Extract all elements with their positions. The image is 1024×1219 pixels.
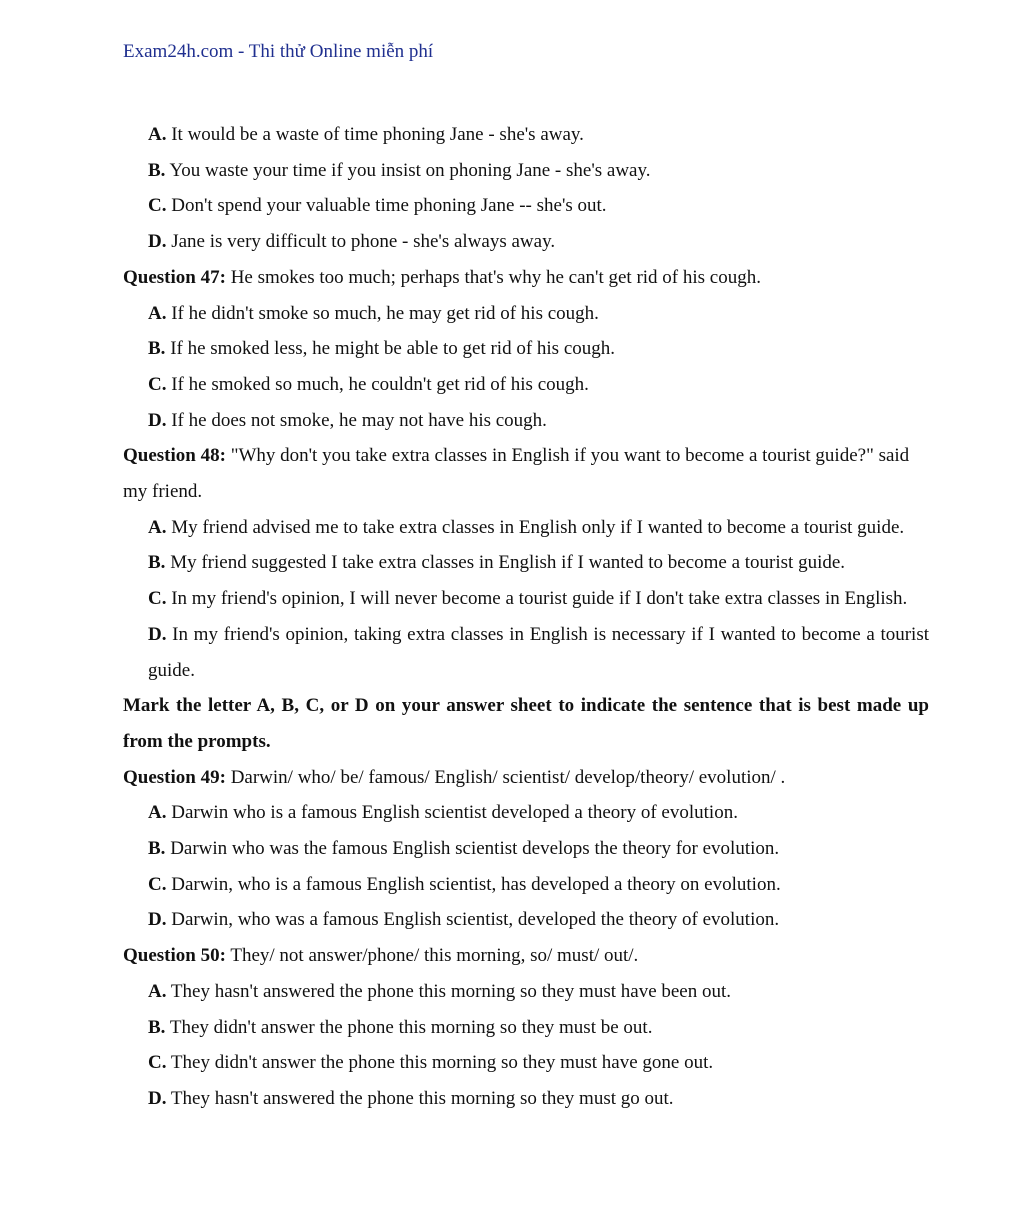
option-text: In my friend's opinion, I will never become a tourist guide if I don't take extra classes in English. <box>171 588 908 610</box>
option-text: Darwin, who is a famous English scientist, has developed a theory on evolution. <box>171 873 781 895</box>
option-letter: D. <box>148 1087 167 1109</box>
question-label: Question 47: <box>123 266 226 288</box>
option-q50-b <box>123 1010 929 1046</box>
site-header: Exam24h.com - Thi thử Online miễn phí <box>123 41 434 62</box>
option-q47-c <box>123 367 929 403</box>
option-text: Jane is very difficult to phone - she's always away. <box>171 231 556 253</box>
option-text: They hasn't answered the phone this morning so they must have been out. <box>170 980 732 1002</box>
option-letter: C. <box>148 373 167 395</box>
option-text: You waste your time if you insist on phoning Jane - she's away. <box>169 159 651 181</box>
option-text: They didn't answer the phone this morning so they must have gone out. <box>170 1052 714 1074</box>
option-letter: C. <box>148 195 167 217</box>
option-q49-b <box>123 831 929 867</box>
option-letter: C. <box>148 873 167 895</box>
option-letter: D. <box>148 409 167 431</box>
option-text: It would be a waste of time phoning Jane - she's away. <box>171 124 584 145</box>
question-48 <box>123 438 929 509</box>
question-text: Darwin/ who/ be/ famous/ English/ scientist/ develop/theory/ evolution/ . <box>230 766 786 788</box>
option-q50-a <box>123 974 929 1010</box>
option-q46-d <box>123 224 929 260</box>
option-letter: A. <box>148 516 167 538</box>
option-q46-b <box>123 153 929 189</box>
option-letter: B. <box>148 1016 166 1038</box>
question-49 <box>123 760 929 796</box>
option-q49-c <box>123 867 929 903</box>
option-letter: A. <box>148 802 167 824</box>
question-label: Question 50: <box>123 945 226 967</box>
section-instruction: Mark the letter A, B, C, or D on your answer sheet to indicate the sentence that is best made up from the prompts. <box>123 695 929 752</box>
option-text: Darwin who was the famous English scientist develops the theory for evolution. <box>170 838 780 860</box>
question-50 <box>123 938 929 974</box>
option-letter: A. <box>148 124 167 145</box>
option-letter: A. <box>148 980 167 1002</box>
option-q49-d <box>123 902 929 938</box>
option-letter: B. <box>148 338 166 360</box>
option-q47-a <box>123 296 929 332</box>
question-47 <box>123 260 929 296</box>
option-text: Darwin who is a famous English scientist developed a theory of evolution. <box>171 802 738 824</box>
option-text: If he smoked less, he might be able to get rid of his cough. <box>170 338 616 360</box>
option-letter: C. <box>148 1052 167 1074</box>
option-text: They hasn't answered the phone this morning so they must go out. <box>170 1087 674 1109</box>
option-q48-c <box>123 581 929 617</box>
option-q48-a <box>123 510 929 546</box>
option-letter: B. <box>148 159 166 181</box>
option-letter: D. <box>148 623 167 645</box>
option-q49-a <box>123 795 929 831</box>
question-text: He smokes too much; perhaps that's why he can't get rid of his cough. <box>230 266 761 288</box>
option-q46-c <box>123 188 929 224</box>
option-q47-b <box>123 331 929 367</box>
option-text: If he does not smoke, he may not have his cough. <box>171 409 547 431</box>
option-letter: B. <box>148 838 166 860</box>
option-text: Don't spend your valuable time phoning Jane -- she's out. <box>171 195 607 217</box>
option-q46-a <box>123 117 929 153</box>
option-text: My friend suggested I take extra classes in English if I wanted to become a tourist guide. <box>170 552 846 574</box>
option-q47-d <box>123 403 929 439</box>
question-label: Question 49: <box>123 766 226 788</box>
option-letter: D. <box>148 231 167 253</box>
option-text: If he smoked so much, he couldn't get rid of his cough. <box>171 373 589 395</box>
question-label: Question 48: <box>123 445 226 467</box>
option-q48-d <box>123 617 929 688</box>
option-text: If he didn't smoke so much, he may get rid of his cough. <box>171 302 599 324</box>
question-text: They/ not answer/phone/ this morning, so/ must/ out/. <box>230 945 639 967</box>
option-q50-c <box>123 1045 929 1081</box>
option-q50-d <box>123 1081 929 1117</box>
option-text: They didn't answer the phone this morning so they must be out. <box>169 1016 653 1038</box>
option-q48-b <box>123 545 929 581</box>
option-letter: D. <box>148 909 167 931</box>
question-text: "Why don't you take extra classes in English if you want to become a tourist guide?" said my friend. <box>123 445 910 503</box>
option-letter: B. <box>148 552 166 574</box>
option-text: In my friend's opinion, taking extra classes in English is necessary if I wanted to become a tourist guide. <box>148 623 930 681</box>
option-letter: A. <box>148 302 167 324</box>
option-text: Darwin, who was a famous English scientist, developed the theory of evolution. <box>171 909 780 931</box>
option-letter: C. <box>148 588 167 610</box>
option-text: My friend advised me to take extra classes in English only if I wanted to become a tourist guide. <box>171 516 905 538</box>
exam-content <box>123 117 929 1117</box>
